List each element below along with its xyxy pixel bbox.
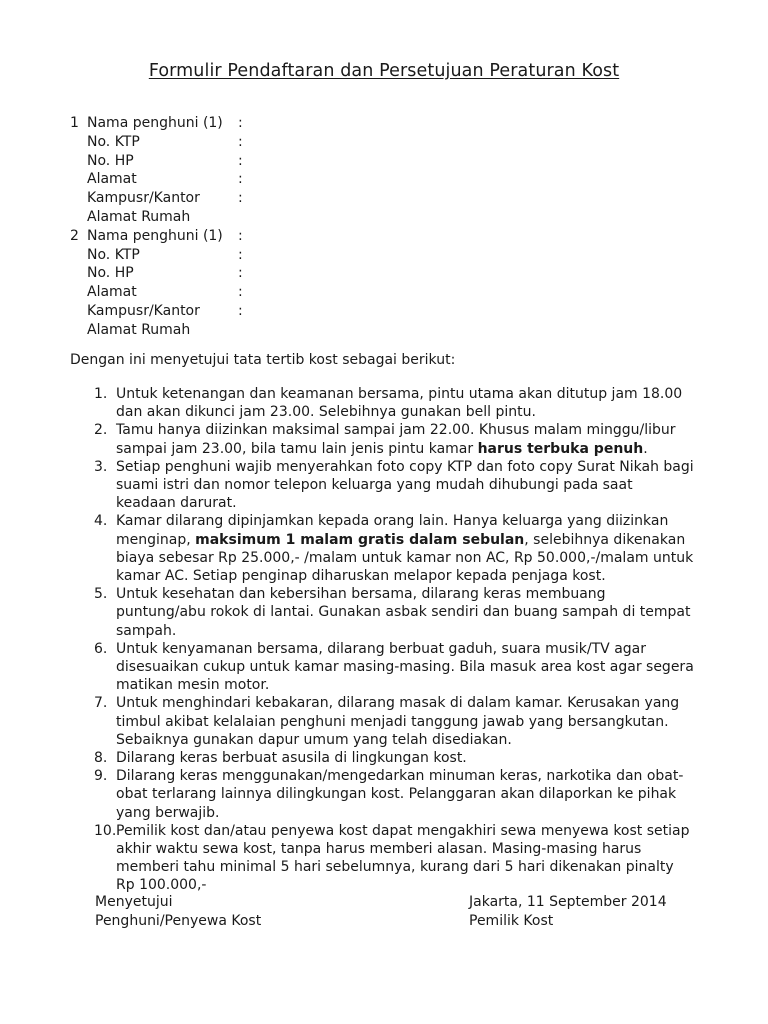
rule-number: 5. <box>94 586 108 603</box>
rule-text <box>116 767 694 822</box>
rule-text <box>116 749 694 767</box>
rule-text <box>116 421 694 457</box>
field-colon: : <box>238 133 243 150</box>
resident-role-label: Penghuni/Penyewa Kost <box>95 913 262 929</box>
field-colon: : <box>238 115 243 131</box>
place-date: Jakarta, 11 September 2014 <box>469 894 667 910</box>
field-colon: : <box>238 284 243 301</box>
rule-item <box>94 385 694 421</box>
rule-text-segment: Untuk ketenangan dan keamanan bersama, pintu utama akan ditutup jam 18.00 dan akan dikunci jam 23.00. Selebihnya gunakan bell pintu. <box>116 386 683 421</box>
rule-text-segment: Untuk kesehatan dan kebersihan bersama, dilarang keras membuang puntung/abu rokok di lantai. Gunakan asbak sendiri dan buang sampah di tempat sampah. <box>116 586 691 639</box>
rule-text-segment: Dilarang keras menggunakan/mengedarkan minuman keras, narkotika dan obat-obat terlarang lainnya dilingkungan kost. Pelanggaran akan dilaporkan ke pihak yang berwajib. <box>116 768 684 821</box>
field-label: Alamat Rumah <box>87 321 191 338</box>
rule-text-segment: Untuk kenyamanan bersama, dilarang berbuat gaduh, suara musik/TV agar disesuaikan cukup untuk kamar masing-masing. Bila masuk area kost agar segera matikan mesin motor. <box>116 640 694 694</box>
field-colon: : <box>238 265 243 282</box>
field-row <box>70 170 470 189</box>
rule-text-segment: Pemilik kost dan/atau penyewa kost dapat mengakhiri sewa menyewa kost setiap akhir waktu sewa kost, tanpa harus memberi alasan. Masing-masing harus memberi tahu minimal 5 hari sebelumnya, kurang dari 5 hari dikenakan pinalty Rp 100.000,- <box>116 822 690 894</box>
rule-emphasis: harus terbuka penuh <box>477 440 644 457</box>
rule-text-segment: Tamu hanya diizinkan maksimal sampai jam 22.00. Khusus malam minggu/libur sampai jam 23.00, bila tamu lain jenis pintu kamar <box>116 422 676 457</box>
field-label: Alamat <box>87 284 137 301</box>
field-label: Nama penghuni (1) <box>87 115 223 131</box>
resident-1-block <box>70 114 470 227</box>
rule-text-segment: , selebihnya dikenakan biaya sebesar Rp 25.000,- /malam untuk kamar non AC, Rp 50.000,-/malam untuk kamar AC. Setiap penginap diharuskan melapor kepada penjaga kost. <box>116 531 694 585</box>
field-row <box>70 189 470 208</box>
rule-number: 10. <box>94 822 117 839</box>
rule-number: 7. <box>94 695 108 712</box>
resident-number: 1 <box>70 115 79 131</box>
rule-number: 2. <box>94 422 108 439</box>
field-label: Nama penghuni (1) <box>87 227 223 244</box>
field-colon: : <box>238 246 243 263</box>
field-row <box>70 208 470 227</box>
rule-number: 8. <box>94 750 108 767</box>
field-row <box>70 283 470 302</box>
owner-role-label: Pemilik Kost <box>469 913 554 929</box>
rule-text <box>116 512 694 585</box>
rule-number: 4. <box>94 513 108 530</box>
field-row <box>70 152 470 171</box>
approval-label: Menyetujui <box>95 894 173 910</box>
field-row <box>70 133 470 152</box>
rule-number: 1. <box>94 386 108 402</box>
rule-text-segment: Untuk menghindari kebakaran, dilarang masak di dalam kamar. Kerusakan yang timbul akibat kelalaian penghuni menjadi tanggung jawab yang bersangkutan. Sebaiknya gunakan dapur umum yang telah disediakan. <box>116 695 680 748</box>
rule-item <box>94 749 694 767</box>
field-row <box>70 302 470 321</box>
field-label: No. HP <box>87 152 134 169</box>
rule-item <box>94 640 694 695</box>
signature-resident <box>95 893 261 931</box>
rule-item <box>94 585 694 640</box>
field-label: No. KTP <box>87 133 140 150</box>
page-title: Formulir Pendaftaran dan Persetujuan Peraturan Kost <box>148 61 620 81</box>
resident-2-block <box>70 227 470 340</box>
rule-item <box>94 767 694 822</box>
field-row <box>70 246 470 265</box>
rule-number: 9. <box>94 768 108 785</box>
field-label: Alamat <box>87 171 137 188</box>
rule-text <box>116 822 694 895</box>
rule-number: 3. <box>94 458 108 475</box>
rule-text <box>116 458 694 513</box>
field-label: Kampusr/Kantor <box>87 190 200 207</box>
rule-text <box>116 385 694 421</box>
rule-text-segment: Dilarang keras berbuat asusila di lingkungan kost. <box>116 750 467 767</box>
rule-text-segment: Setiap penghuni wajib menyerahkan foto copy KTP dan foto copy Surat Nikah bagi suami istri dan nomor telepon keluarga yang mudah dihubungi pada saat keadaan darurat. <box>116 458 694 512</box>
field-label: Kampusr/Kantor <box>87 302 200 319</box>
field-row <box>70 114 470 133</box>
field-colon: : <box>238 227 243 244</box>
rule-text <box>116 694 694 749</box>
field-label: Alamat Rumah <box>87 208 191 225</box>
rule-item <box>94 421 694 457</box>
field-label: No. HP <box>87 265 134 282</box>
rule-text <box>116 585 694 640</box>
field-colon: : <box>238 171 243 188</box>
field-label: No. KTP <box>87 246 140 263</box>
rule-text <box>116 640 694 695</box>
resident-identity-section <box>70 114 470 340</box>
signature-owner <box>469 893 667 931</box>
rule-number: 6. <box>94 640 108 657</box>
intro-text: Dengan ini menyetujui tata tertib kost sebagai berikut: <box>70 352 456 368</box>
rule-item <box>94 512 694 585</box>
rule-item <box>94 694 694 749</box>
field-colon: : <box>238 302 243 319</box>
rule-emphasis: maksimum 1 malam gratis dalam sebulan <box>195 531 525 548</box>
rule-text-segment: . <box>643 440 648 457</box>
rule-text-segment: Kamar dilarang dipinjamkan kepada orang lain. Hanya keluarga yang diizinkan menginap, <box>116 513 669 548</box>
rule-item <box>94 458 694 513</box>
field-row <box>70 264 470 283</box>
resident-number: 2 <box>70 227 79 244</box>
field-row <box>70 227 470 246</box>
field-colon: : <box>238 190 243 207</box>
field-colon: : <box>238 152 243 169</box>
rules-list <box>94 385 694 895</box>
rule-item <box>94 822 694 895</box>
field-row <box>70 321 470 340</box>
